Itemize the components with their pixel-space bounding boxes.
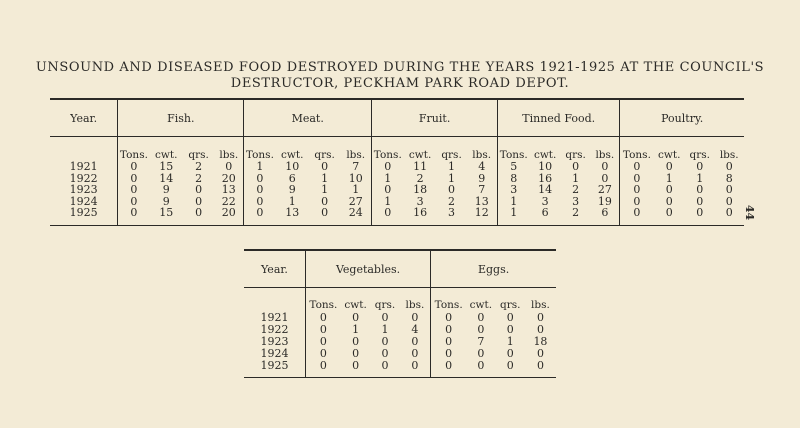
value-cell: 0 — [305, 359, 340, 378]
value-cell: 0 — [372, 161, 404, 173]
unit-header: lbs. — [719, 149, 739, 161]
year-cell: 1923 — [260, 334, 289, 348]
unit-header: qrs. — [374, 299, 396, 311]
value-cell: 0 — [696, 160, 704, 174]
year-column-header: Year. — [244, 250, 305, 288]
value-cell: 0 — [506, 310, 514, 324]
value-cell: 15 — [159, 160, 174, 174]
value-cell: 0 — [431, 311, 466, 323]
value-cell: 0 — [118, 196, 150, 208]
table-row — [50, 184, 744, 196]
value-cell: 2 — [195, 160, 203, 174]
unit-header: cwt. — [469, 299, 493, 311]
value-cell: 0 — [665, 194, 673, 208]
value-cell: 0 — [725, 194, 733, 208]
value-cell: 0 — [536, 310, 544, 324]
value-cell: 1 — [372, 173, 404, 185]
value-cell: 14 — [159, 171, 174, 185]
value-cell: 0 — [725, 183, 733, 197]
value-cell: 0 — [352, 346, 360, 360]
value-cell: 0 — [536, 322, 544, 336]
unit-header: lbs. — [405, 299, 425, 311]
value-cell: 0 — [411, 310, 419, 324]
page-number: 44 — [743, 204, 757, 221]
value-cell: 8 — [498, 173, 530, 185]
unit-header: Tons. — [431, 288, 466, 312]
unit-header: cwt. — [344, 299, 367, 311]
value-cell: 0 — [381, 358, 389, 372]
value-cell: 3 — [448, 206, 456, 220]
year-cell: 1925 — [69, 206, 98, 220]
group-header: Meat. — [244, 99, 372, 137]
value-cell: 0 — [431, 359, 466, 378]
value-cell: 0 — [381, 346, 389, 360]
year-cell: 1924 — [260, 346, 289, 360]
value-cell: 2 — [416, 171, 424, 185]
value-cell: 1 — [352, 183, 360, 197]
value-cell: 0 — [411, 358, 419, 372]
title-line-1: UNSOUND AND DISEASED FOOD DESTROYED DURING THE YEARS 1921-1925 AT THE COUNCIL'S — [35, 60, 765, 75]
unit-header: Tons. — [118, 137, 150, 162]
value-cell: 9 — [162, 194, 170, 208]
value-cell: 0 — [696, 183, 704, 197]
value-cell: 7 — [352, 160, 360, 174]
value-cell: 3 — [572, 194, 580, 208]
unit-header: lbs. — [595, 149, 615, 161]
unit-header: qrs. — [314, 149, 335, 161]
value-cell: 7 — [478, 183, 486, 197]
value-cell: 15 — [159, 206, 174, 220]
value-cell: 1 — [372, 196, 404, 208]
value-cell: 0 — [352, 310, 360, 324]
value-cell: 1 — [244, 161, 276, 173]
group-header: Tinned Food. — [498, 99, 620, 137]
year-cell: 1925 — [260, 358, 289, 372]
value-cell: 0 — [725, 206, 733, 220]
value-cell: 1 — [381, 322, 389, 336]
value-cell: 0 — [244, 207, 276, 225]
year-column-header: Year. — [50, 99, 118, 137]
value-cell: 2 — [572, 183, 580, 197]
value-cell: 0 — [601, 160, 609, 174]
table-row — [50, 207, 744, 225]
value-cell: 0 — [536, 346, 544, 360]
value-cell: 0 — [665, 206, 673, 220]
year-subheader-blank — [50, 137, 118, 162]
value-cell: 0 — [601, 171, 609, 185]
value-cell: 10 — [285, 160, 300, 174]
value-cell: 18 — [413, 183, 428, 197]
value-cell: 10 — [538, 160, 553, 174]
value-cell: 0 — [305, 347, 340, 359]
table-row — [244, 335, 556, 347]
value-cell: 0 — [381, 334, 389, 348]
value-cell: 0 — [305, 311, 340, 323]
value-cell: 0 — [305, 335, 340, 347]
value-cell: 6 — [601, 206, 609, 220]
unit-header: qrs. — [499, 299, 521, 311]
unit-header: qrs. — [188, 149, 209, 161]
value-cell: 0 — [665, 183, 673, 197]
unit-header: Tons. — [498, 137, 530, 162]
value-cell: 1 — [321, 171, 329, 185]
year-cell: 1923 — [69, 183, 98, 197]
value-cell: 1 — [572, 171, 580, 185]
value-cell: 0 — [372, 184, 404, 196]
year-cell: 1922 — [260, 322, 289, 336]
value-cell: 11 — [413, 160, 428, 174]
value-cell: 1 — [665, 171, 673, 185]
value-cell: 27 — [597, 183, 612, 197]
value-cell: 20 — [221, 206, 236, 220]
food-destroyed-table-secondary — [244, 249, 556, 378]
value-cell: 0 — [620, 196, 654, 208]
value-cell: 8 — [725, 171, 733, 185]
value-cell: 0 — [195, 183, 203, 197]
table-row — [244, 359, 556, 378]
value-cell: 0 — [506, 346, 514, 360]
value-cell: 3 — [416, 194, 424, 208]
year-cell: 1921 — [69, 160, 98, 174]
value-cell: 0 — [244, 196, 276, 208]
unit-header: Tons. — [305, 288, 340, 312]
value-cell: 4 — [411, 322, 419, 336]
value-cell: 0 — [431, 335, 466, 347]
value-cell: 7 — [477, 334, 485, 348]
value-cell: 6 — [288, 171, 296, 185]
value-cell: 1 — [321, 183, 329, 197]
group-header: Fish. — [118, 99, 244, 137]
table-row — [50, 161, 744, 173]
value-cell: 0 — [118, 207, 150, 225]
value-cell: 1 — [352, 322, 360, 336]
table-row — [244, 347, 556, 359]
value-cell: 0 — [118, 184, 150, 196]
document-title — [0, 60, 800, 92]
value-cell: 2 — [195, 171, 203, 185]
unit-header: qrs. — [565, 149, 586, 161]
value-cell: 0 — [431, 323, 466, 335]
unit-header: cwt. — [658, 149, 681, 161]
value-cell: 0 — [572, 160, 580, 174]
value-cell: 0 — [225, 160, 233, 174]
unit-header: Tons. — [620, 137, 654, 162]
value-cell: 3 — [541, 194, 549, 208]
unit-header: Tons. — [244, 137, 276, 162]
group-header: Vegetables. — [305, 250, 430, 288]
value-cell: 0 — [352, 334, 360, 348]
group-header: Fruit. — [372, 99, 498, 137]
value-cell: 1 — [696, 171, 704, 185]
year-cell: 1921 — [260, 310, 289, 324]
table-row — [244, 311, 556, 323]
value-cell: 0 — [305, 323, 340, 335]
value-cell: 0 — [431, 347, 466, 359]
value-cell: 0 — [321, 160, 329, 174]
unit-header: cwt. — [533, 149, 557, 161]
unit-header: lbs. — [472, 149, 492, 161]
value-cell: 0 — [411, 346, 419, 360]
unit-header: cwt. — [155, 149, 178, 161]
value-cell: 0 — [321, 206, 329, 220]
unit-header: qrs. — [441, 149, 462, 161]
value-cell: 27 — [348, 194, 363, 208]
value-cell: 0 — [195, 206, 203, 220]
value-cell: 0 — [411, 334, 419, 348]
value-cell: 2 — [448, 194, 456, 208]
value-cell: 1 — [506, 334, 514, 348]
group-header: Eggs. — [431, 250, 556, 288]
value-cell: 13 — [221, 183, 236, 197]
value-cell: 0 — [477, 310, 485, 324]
value-cell: 1 — [498, 196, 530, 208]
food-destroyed-table-main — [50, 98, 744, 226]
value-cell: 16 — [538, 171, 553, 185]
value-cell: 0 — [477, 346, 485, 360]
value-cell: 10 — [348, 171, 363, 185]
value-cell: 0 — [506, 322, 514, 336]
value-cell: 9 — [162, 183, 170, 197]
value-cell: 20 — [221, 171, 236, 185]
value-cell: 1 — [498, 207, 530, 225]
value-cell: 13 — [474, 194, 489, 208]
value-cell: 1 — [448, 160, 456, 174]
value-cell: 6 — [541, 206, 549, 220]
value-cell: 0 — [696, 194, 704, 208]
value-cell: 2 — [572, 206, 580, 220]
table-row — [244, 323, 556, 335]
value-cell: 0 — [321, 194, 329, 208]
value-cell: 0 — [244, 173, 276, 185]
value-cell: 18 — [533, 334, 548, 348]
value-cell: 9 — [478, 171, 486, 185]
value-cell: 0 — [536, 358, 544, 372]
unit-header: Tons. — [372, 137, 404, 162]
group-header: Poultry. — [620, 99, 744, 137]
value-cell: 0 — [352, 358, 360, 372]
year-subheader-blank — [244, 288, 305, 312]
value-cell: 13 — [285, 206, 300, 220]
value-cell: 24 — [348, 206, 363, 220]
value-cell: 0 — [118, 173, 150, 185]
value-cell: 22 — [221, 194, 236, 208]
unit-header: lbs. — [346, 149, 366, 161]
value-cell: 0 — [477, 358, 485, 372]
value-cell: 5 — [498, 161, 530, 173]
value-cell: 4 — [478, 160, 486, 174]
value-cell: 0 — [696, 206, 704, 220]
year-cell: 1922 — [69, 171, 98, 185]
value-cell: 1 — [288, 194, 296, 208]
value-cell: 0 — [477, 322, 485, 336]
value-cell: 12 — [474, 206, 489, 220]
value-cell: 0 — [620, 184, 654, 196]
value-cell: 1 — [448, 171, 456, 185]
year-cell: 1924 — [69, 194, 98, 208]
value-cell: 0 — [372, 207, 404, 225]
value-cell: 0 — [620, 161, 654, 173]
value-cell: 14 — [538, 183, 553, 197]
value-cell: 0 — [118, 161, 150, 173]
unit-header: cwt. — [281, 149, 304, 161]
value-cell: 0 — [195, 194, 203, 208]
value-cell: 9 — [288, 183, 296, 197]
unit-header: qrs. — [689, 149, 710, 161]
value-cell: 0 — [506, 358, 514, 372]
title-line-2: DESTRUCTOR, PECKHAM PARK ROAD DEPOT. — [230, 76, 570, 91]
value-cell: 0 — [725, 160, 733, 174]
value-cell: 0 — [244, 184, 276, 196]
unit-header: lbs. — [531, 299, 550, 311]
unit-header: cwt. — [408, 149, 432, 161]
value-cell: 0 — [665, 160, 673, 174]
value-cell: 0 — [448, 183, 456, 197]
value-cell: 16 — [413, 206, 428, 220]
value-cell: 19 — [597, 194, 612, 208]
value-cell: 0 — [620, 173, 654, 185]
unit-header: lbs. — [219, 149, 239, 161]
value-cell: 0 — [381, 310, 389, 324]
value-cell: 0 — [620, 207, 654, 225]
value-cell: 3 — [498, 184, 530, 196]
